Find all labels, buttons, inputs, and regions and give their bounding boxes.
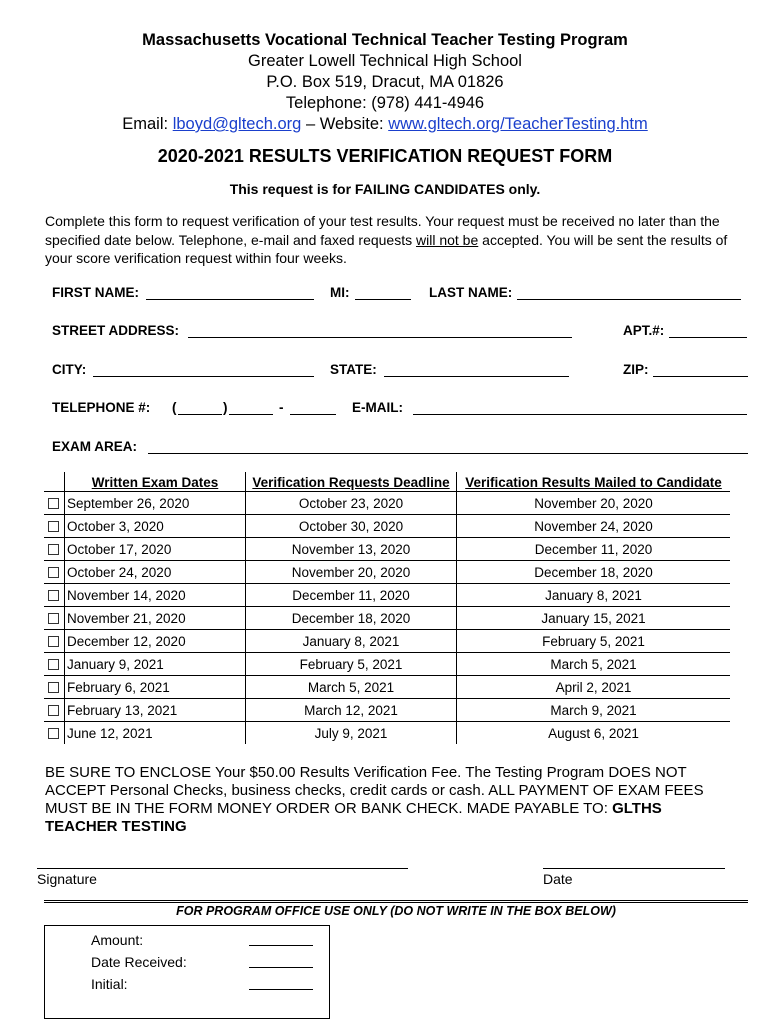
street-address-field[interactable]: [188, 337, 572, 338]
checkbox-icon[interactable]: [48, 590, 59, 601]
row-checkbox[interactable]: [44, 515, 65, 538]
table-row: [44, 584, 730, 607]
checkbox-icon[interactable]: [48, 705, 59, 716]
mailed-cell: March 9, 2021: [457, 699, 731, 722]
amount-label: Amount:: [91, 932, 144, 948]
mailed-cell: January 8, 2021: [457, 584, 731, 607]
state-label: STATE:: [330, 362, 377, 377]
initial-line: [249, 989, 313, 990]
exam-area-field[interactable]: [148, 453, 748, 454]
city-label: CITY:: [52, 362, 87, 377]
mailed-cell: April 2, 2021: [457, 676, 731, 699]
exam-date-cell: January 9, 2021: [65, 653, 246, 676]
table-row: [44, 561, 730, 584]
deadline-cell: December 11, 2020: [246, 584, 457, 607]
table-row: [44, 492, 730, 515]
school-telephone: Telephone: (978) 441-4946: [285, 94, 485, 112]
fee-instructions: BE SURE TO ENCLOSE Your $50.00 Results Verification Fee. The Testing Program DOES NOT ACCEPT Personal Checks, business checks, credit cards or cash. ALL PAYMENT OF EXAM FEES MUST BE IN THE FORM MONEY ORDER OR BANK CHECK. MADE PAYABLE TO: GLTHS TEACHER TESTING: [45, 764, 704, 835]
table-row: [44, 630, 730, 653]
mailed-cell: August 6, 2021: [457, 722, 731, 745]
exam-date-cell: November 14, 2020: [65, 584, 246, 607]
office-divider: [44, 900, 748, 903]
exam-date-cell: September 26, 2020: [65, 492, 246, 515]
phone-line-field[interactable]: [290, 414, 336, 415]
website-label: – Website:: [305, 115, 384, 133]
initial-label: Initial:: [91, 976, 128, 992]
apt-field[interactable]: [669, 337, 747, 338]
last-name-label: LAST NAME:: [429, 285, 513, 300]
date-field[interactable]: [543, 868, 725, 869]
date-received-label: Date Received:: [91, 954, 187, 970]
signature-field[interactable]: [37, 868, 408, 869]
area-code-open: (: [172, 400, 177, 415]
exam-date-cell: November 21, 2020: [65, 607, 246, 630]
mailed-cell: December 18, 2020: [457, 561, 731, 584]
exam-dates-table: [44, 472, 730, 744]
mailed-cell: November 20, 2020: [457, 492, 731, 515]
exam-dates-header: Written Exam Dates: [65, 472, 246, 492]
office-use-box: [44, 925, 330, 1019]
email-label: Email:: [122, 115, 169, 133]
mailed-header: Verification Results Mailed to Candidate: [457, 472, 731, 492]
date-label: Date: [543, 871, 573, 887]
form-title: 2020-2021 RESULTS VERIFICATION REQUEST FORM: [157, 146, 613, 166]
row-checkbox[interactable]: [44, 653, 65, 676]
row-checkbox[interactable]: [44, 584, 65, 607]
row-checkbox[interactable]: [44, 607, 65, 630]
exam-date-cell: October 3, 2020: [65, 515, 246, 538]
mi-label: MI:: [330, 285, 350, 300]
row-checkbox[interactable]: [44, 699, 65, 722]
program-title: Massachusetts Vocational Technical Teacher Testing Program: [142, 31, 628, 49]
deadline-cell: October 30, 2020: [246, 515, 457, 538]
table-row: [44, 607, 730, 630]
website-link[interactable]: www.gltech.org/TeacherTesting.htm: [388, 115, 648, 133]
mailed-cell: January 15, 2021: [457, 607, 731, 630]
checkbox-icon[interactable]: [48, 567, 59, 578]
school-address: P.O. Box 519, Dracut, MA 01826: [266, 73, 504, 91]
table-row: [44, 676, 730, 699]
mailed-cell: February 5, 2021: [457, 630, 731, 653]
table-row: [44, 538, 730, 561]
exam-date-cell: October 24, 2020: [65, 561, 246, 584]
form-subtitle: This request is for FAILING CANDIDATES only.: [229, 181, 541, 197]
checkbox-icon[interactable]: [48, 521, 59, 532]
mi-field[interactable]: [355, 299, 411, 300]
deadline-cell: March 12, 2021: [246, 699, 457, 722]
email-field[interactable]: [413, 414, 747, 415]
school-name: Greater Lowell Technical High School: [248, 52, 522, 70]
row-checkbox[interactable]: [44, 676, 65, 699]
form-instructions: Complete this form to request verification of your test results. Your request must be received no later than the specified date below. Telephone, e-mail and faxed requests will not be accepted. You will be sent the results of your score verification request within four weeks.: [45, 213, 728, 266]
table-row: [44, 515, 730, 538]
row-checkbox[interactable]: [44, 630, 65, 653]
mailed-cell: November 24, 2020: [457, 515, 731, 538]
exam-date-cell: February 13, 2021: [65, 699, 246, 722]
deadline-header: Verification Requests Deadline: [246, 472, 457, 492]
area-code-field[interactable]: [178, 414, 222, 415]
email-field-label: E-MAIL:: [352, 400, 403, 415]
deadline-cell: March 5, 2021: [246, 676, 457, 699]
checkbox-icon[interactable]: [48, 659, 59, 670]
table-row: [44, 653, 730, 676]
exam-date-cell: February 6, 2021: [65, 676, 246, 699]
table-row: [44, 699, 730, 722]
telephone-label: TELEPHONE #:: [52, 400, 151, 415]
area-code-close: ): [223, 400, 228, 415]
deadline-cell: October 23, 2020: [246, 492, 457, 515]
checkbox-icon[interactable]: [48, 544, 59, 555]
zip-field[interactable]: [653, 376, 748, 377]
checkbox-header: [44, 472, 65, 492]
city-field[interactable]: [93, 376, 314, 377]
last-name-field[interactable]: [517, 299, 741, 300]
state-field[interactable]: [384, 376, 569, 377]
phone-dash: -: [279, 400, 284, 415]
row-checkbox[interactable]: [44, 492, 65, 515]
row-checkbox[interactable]: [44, 538, 65, 561]
street-address-label: STREET ADDRESS:: [52, 323, 180, 338]
zip-label: ZIP:: [623, 362, 649, 377]
checkbox-icon[interactable]: [48, 613, 59, 624]
exam-date-cell: December 12, 2020: [65, 630, 246, 653]
deadline-cell: January 8, 2021: [246, 630, 457, 653]
checkbox-icon[interactable]: [48, 636, 59, 647]
exam-date-cell: June 12, 2021: [65, 722, 246, 745]
exam-area-label: EXAM AREA:: [52, 439, 138, 454]
deadline-cell: July 9, 2021: [246, 722, 457, 745]
checkbox-icon[interactable]: [48, 728, 59, 739]
row-checkbox[interactable]: [44, 561, 65, 584]
checkbox-icon[interactable]: [48, 498, 59, 509]
phone-prefix-field[interactable]: [229, 414, 273, 415]
table-header-row: [44, 472, 730, 492]
amount-line: [249, 945, 313, 946]
deadline-cell: December 18, 2020: [246, 607, 457, 630]
deadline-cell: February 5, 2021: [246, 653, 457, 676]
contact-line: [0, 114, 770, 134]
apt-label: APT.#:: [623, 323, 665, 338]
office-use-heading: FOR PROGRAM OFFICE USE ONLY (DO NOT WRITE IN THE BOX BELOW): [176, 904, 616, 918]
deadline-cell: November 13, 2020: [246, 538, 457, 561]
checkbox-icon[interactable]: [48, 682, 59, 693]
row-checkbox[interactable]: [44, 722, 65, 745]
deadline-cell: November 20, 2020: [246, 561, 457, 584]
mailed-cell: December 11, 2020: [457, 538, 731, 561]
first-name-label: FIRST NAME:: [52, 285, 139, 300]
mailed-cell: March 5, 2021: [457, 653, 731, 676]
email-link[interactable]: lboyd@gltech.org: [172, 115, 302, 133]
signature-label: Signature: [37, 871, 97, 887]
exam-date-cell: October 17, 2020: [65, 538, 246, 561]
date-received-line: [249, 967, 313, 968]
table-row: [44, 722, 730, 745]
first-name-field[interactable]: [146, 299, 314, 300]
